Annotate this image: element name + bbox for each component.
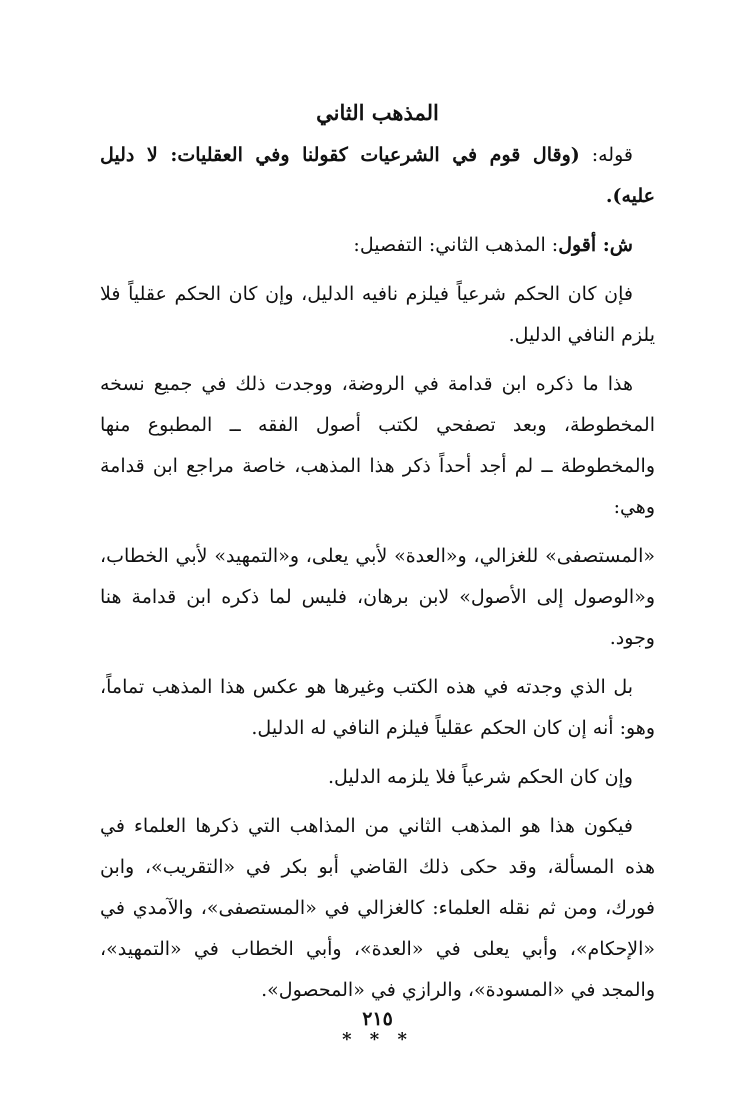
body-paragraph: هذا ما ذكره ابن قدامة في الروضة، ووجدت ذلك في جميع نسخه المخطوطة، وبعد تصفحي لكتب أصول الفقه ــ المطبوع منها والمخطوطة ــ لم أجد أحداً ذكر هذا المذهب، خاصة مراجع ابن قدامة وهي: xyxy=(100,373,655,518)
section-title: المذهب الثاني xyxy=(316,100,439,125)
section-separator: * * * xyxy=(342,1029,413,1050)
body-paragraph: وإن كان الحكم شرعياً فلا يلزمه الدليل. xyxy=(327,766,633,788)
body-paragraph: فإن كان الحكم شرعياً فيلزم نافيه الدليل، وإن كان الحكم عقلياً فلا يلزم النافي الدليل. xyxy=(100,283,655,346)
page-number: ٢١٥ xyxy=(362,1008,393,1030)
answer-prefix: ش: أقول xyxy=(558,234,633,256)
quote-intro: قوله: xyxy=(579,144,633,166)
quote-paragraph xyxy=(100,135,655,217)
answer-rest: : المذهب الثاني: التفصيل: xyxy=(353,234,559,256)
body-paragraph: «المستصفى» للغزالي، و«العدة» لأبي يعلى، و«التمهيد» لأبي الخطاب، و«الوصول إلى الأصول» لابن برهان، فليس لما ذكره ابن قدامة هنا وجود. xyxy=(100,545,655,649)
answer-paragraph xyxy=(100,225,655,266)
quote-text: (وقال قوم في الشرعيات كقولنا وفي العقليات: لا دليل عليه). xyxy=(100,144,655,207)
body-paragraph: بل الذي وجدته في هذه الكتب وغيرها هو عكس هذا المذهب تماماً، وهو: أنه إن كان الحكم عقلياً فيلزم النافي له الدليل. xyxy=(100,676,655,739)
page-body xyxy=(100,92,655,1060)
body-paragraph: فيكون هذا هو المذهب الثاني من المذاهب التي ذكرها العلماء في هذه المسألة، وقد حكى ذلك القاضي أبو بكر في «التقريب»، وابن فورك، ومن ثم نقله العلماء: كالغزالي في «المستصفى»، والآمدي في «الإحكام»، وأبي يعلى في «العدة»، وأبي الخطاب في «التمهيد»، والمجد في «المسودة»، والرازي في «المحصول». xyxy=(100,815,655,1001)
